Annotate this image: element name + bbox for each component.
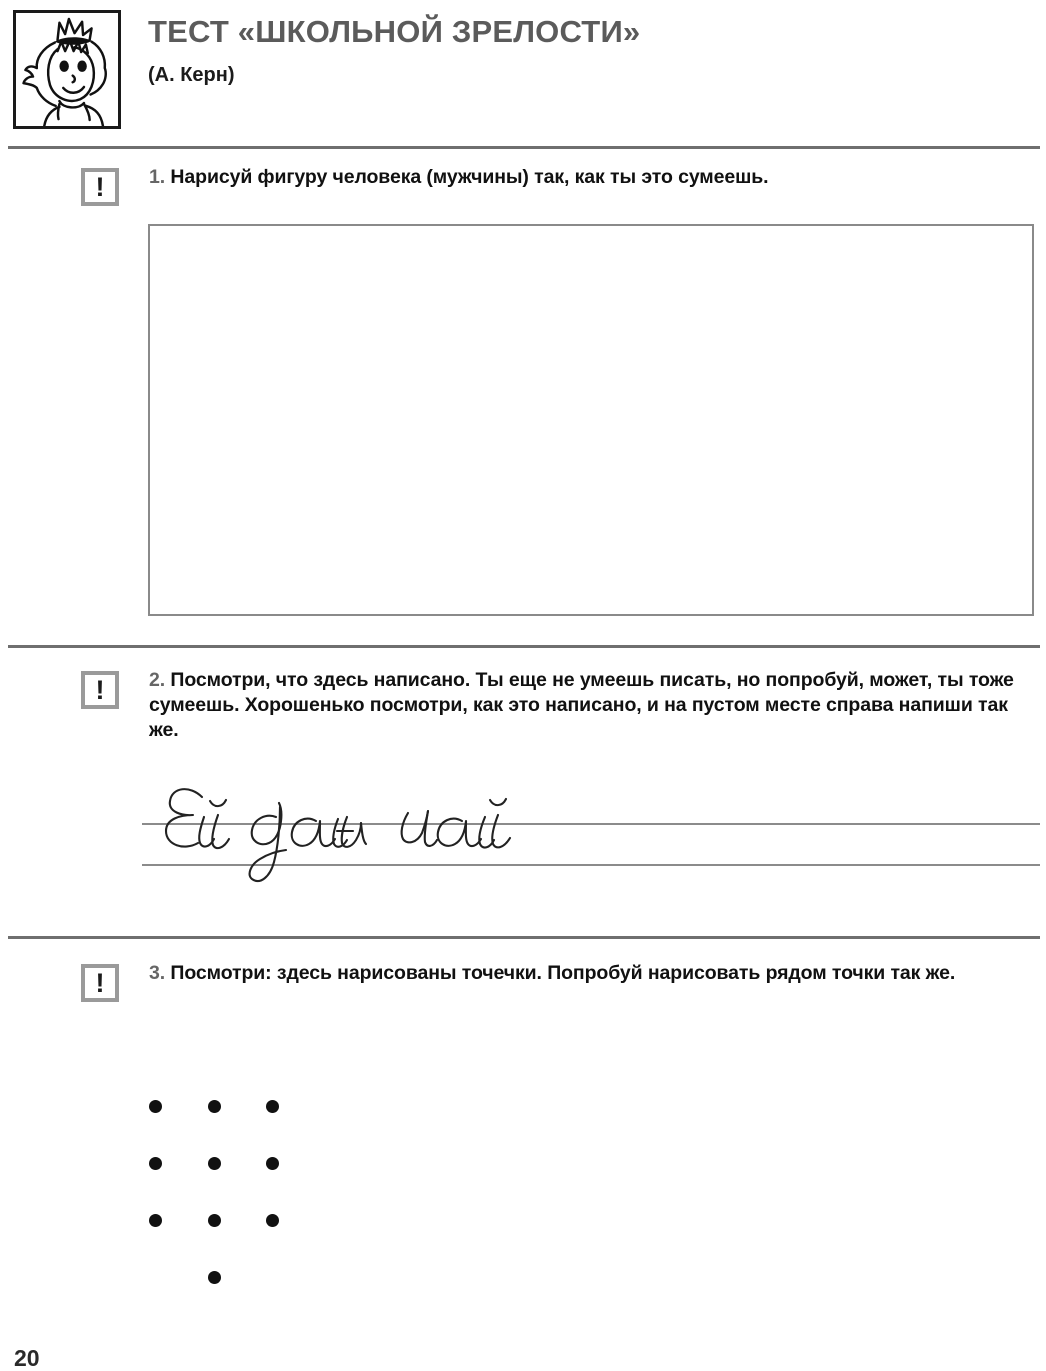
handwriting-sample-ey-dan-chay — [140, 767, 570, 897]
task-1-text — [149, 165, 1029, 190]
pattern-dot — [266, 1100, 279, 1113]
task-2-instruction: Посмотри, что здесь написано. Ты еще не умеешь писать, но попробуй, может, ты тоже сумеешь. Хорошенько посмотри, как это написано, и на пустом месте справа напиши так же. — [149, 669, 1014, 741]
task-3-instruction: Посмотри: здесь нарисованы точечки. Попробуй нарисовать рядом точки так же. — [170, 962, 956, 984]
task-1-number: 1. — [149, 166, 166, 188]
task-1 — [0, 146, 1046, 645]
page-title: ТЕСТ «ШКОЛЬНОЙ ЗРЕЛОСТИ» — [148, 14, 641, 49]
task-2-number: 2. — [149, 669, 166, 691]
task-2 — [0, 645, 1046, 936]
task-1-instruction: Нарисуй фигуру человека (мужчины) так, как ты это сумеешь. — [170, 166, 769, 188]
page-number: 20 — [14, 1345, 40, 1371]
task-3 — [0, 936, 1046, 1363]
exclamation-glyph: ! — [95, 675, 105, 705]
exclamation-glyph: ! — [95, 968, 105, 998]
task-1-drawing-box[interactable] — [148, 224, 1034, 616]
task-3-number: 3. — [149, 962, 166, 984]
task-2-text — [149, 668, 1035, 743]
pattern-dot — [266, 1214, 279, 1227]
exclamation-mark-icon — [81, 671, 119, 709]
page-header — [0, 0, 1046, 146]
pattern-dot — [149, 1214, 162, 1227]
task-3-dot-pattern[interactable] — [0, 1081, 1046, 1311]
exclamation-mark-icon — [81, 168, 119, 206]
exclamation-mark-icon — [81, 964, 119, 1002]
pattern-dot — [266, 1157, 279, 1170]
task-2-writing-area[interactable] — [0, 765, 1046, 905]
exclamation-glyph: ! — [95, 172, 105, 202]
pattern-dot — [208, 1157, 221, 1170]
pattern-dot — [208, 1214, 221, 1227]
child-face-illustration-icon — [13, 10, 121, 129]
pattern-dot — [208, 1271, 221, 1284]
page-subtitle: (А. Керн) — [148, 64, 235, 86]
pattern-dot — [208, 1100, 221, 1113]
pattern-dot — [149, 1100, 162, 1113]
pattern-dot — [149, 1157, 162, 1170]
task-3-text — [149, 961, 1029, 986]
